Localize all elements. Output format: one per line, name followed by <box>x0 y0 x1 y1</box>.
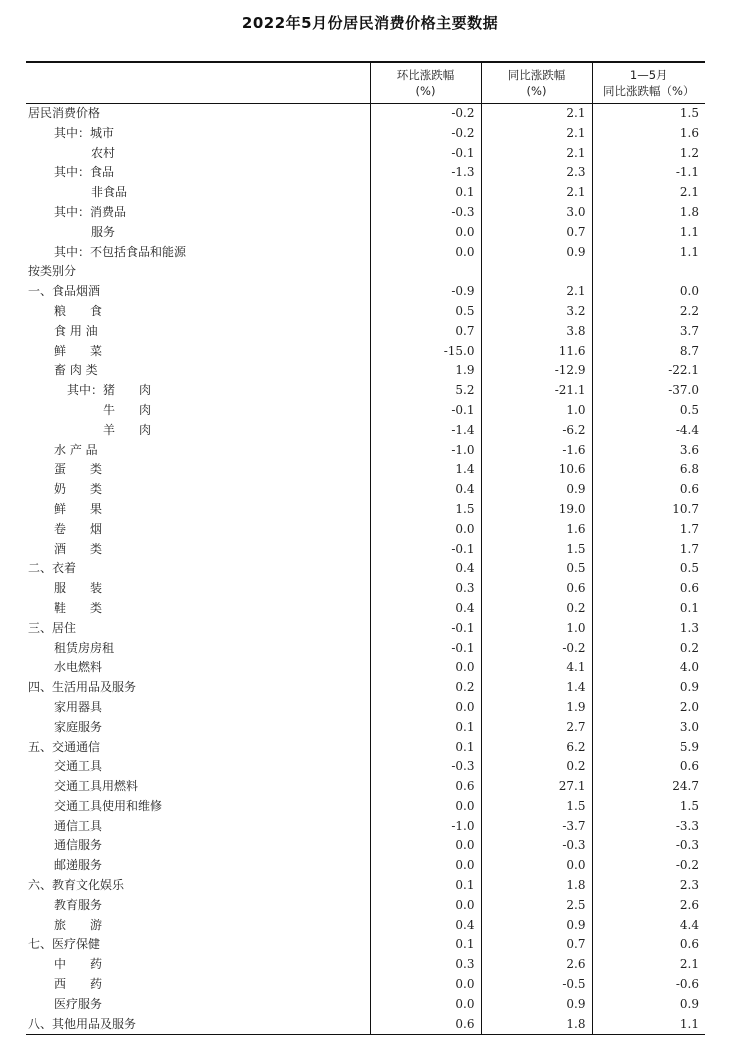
table-row <box>26 975 705 995</box>
row-label-cell <box>26 322 370 342</box>
table-row <box>26 916 705 936</box>
table-row <box>26 223 705 243</box>
table-row <box>26 935 705 955</box>
row-label: 食 用 油 <box>54 323 98 338</box>
mom-value: 0.1 <box>370 183 481 203</box>
table-row <box>26 955 705 975</box>
table-row <box>26 124 705 144</box>
ytd-value: -22.1 <box>592 361 705 381</box>
yoy-value: 2.1 <box>481 282 592 302</box>
row-label-cell <box>26 1015 370 1035</box>
row-label: 水 产 品 <box>54 442 98 457</box>
table-body <box>26 104 705 1035</box>
mom-value: 0.1 <box>370 718 481 738</box>
table-row <box>26 658 705 678</box>
header-mom-line2: (%) <box>415 84 436 98</box>
table-row <box>26 163 705 183</box>
row-label-cell <box>26 836 370 856</box>
yoy-value: 6.2 <box>481 738 592 758</box>
mom-value: 0.0 <box>370 975 481 995</box>
row-label-cell <box>26 817 370 837</box>
row-label-cell <box>26 738 370 758</box>
mom-value: 0.7 <box>370 322 481 342</box>
table-row <box>26 302 705 322</box>
page-title: 2022年5月份居民消费价格主要数据 <box>241 14 499 32</box>
table-row <box>26 480 705 500</box>
row-label: 四、生活用品及服务 <box>28 680 137 695</box>
ytd-value: -0.6 <box>592 975 705 995</box>
yoy-value: -1.6 <box>481 441 592 461</box>
row-label-cell <box>26 342 370 362</box>
table-row <box>26 144 705 164</box>
table-row <box>26 460 705 480</box>
row-label-cell <box>26 540 370 560</box>
yoy-value <box>481 262 592 282</box>
ytd-value: -0.2 <box>592 856 705 876</box>
header-ytd-line2: 同比涨跌幅（%） <box>603 84 695 98</box>
row-label: 羊 肉 <box>103 422 152 437</box>
row-label-cell <box>26 718 370 738</box>
table-row <box>26 243 705 263</box>
table-row <box>26 876 705 896</box>
row-label-cell <box>26 163 370 183</box>
ytd-value: 0.2 <box>592 639 705 659</box>
ytd-value: 1.5 <box>592 104 705 124</box>
row-label-cell <box>26 896 370 916</box>
mom-value: -0.1 <box>370 619 481 639</box>
mom-value: -1.4 <box>370 421 481 441</box>
table-row <box>26 856 705 876</box>
yoy-value: 19.0 <box>481 500 592 520</box>
yoy-value: 2.7 <box>481 718 592 738</box>
row-label: 交通工具 <box>54 759 103 774</box>
table-row <box>26 381 705 401</box>
ytd-value: 4.0 <box>592 658 705 678</box>
row-label-cell <box>26 104 370 124</box>
row-label: 粮 食 <box>54 303 103 318</box>
yoy-value: 0.7 <box>481 935 592 955</box>
yoy-value: 0.7 <box>481 223 592 243</box>
yoy-value: 2.3 <box>481 163 592 183</box>
row-label: 八、其他用品及服务 <box>28 1016 137 1031</box>
mom-value: 0.3 <box>370 579 481 599</box>
mom-value: 1.4 <box>370 460 481 480</box>
yoy-value: 27.1 <box>481 777 592 797</box>
row-label: 非食品 <box>91 185 128 200</box>
row-label-cell <box>26 302 370 322</box>
row-label: 六、教育文化娱乐 <box>28 878 125 893</box>
table-row <box>26 401 705 421</box>
row-label-cell <box>26 916 370 936</box>
mom-value: -0.3 <box>370 757 481 777</box>
row-label: 其中：消费品 <box>54 204 127 219</box>
ytd-value: 6.8 <box>592 460 705 480</box>
table-row <box>26 203 705 223</box>
row-label-cell <box>26 658 370 678</box>
row-label-cell <box>26 361 370 381</box>
row-label-cell <box>26 421 370 441</box>
row-label-cell <box>26 183 370 203</box>
row-label: 居民消费价格 <box>28 106 101 120</box>
row-label: 其中：猪 肉 <box>67 383 152 398</box>
row-label: 其中：城市 <box>54 125 115 140</box>
mom-value: 0.5 <box>370 302 481 322</box>
ytd-value: 2.3 <box>592 876 705 896</box>
row-label-cell <box>26 381 370 401</box>
row-label-cell <box>26 955 370 975</box>
yoy-value: 0.9 <box>481 243 592 263</box>
yoy-value: 1.6 <box>481 520 592 540</box>
mom-value: 0.4 <box>370 480 481 500</box>
mom-value: 0.0 <box>370 797 481 817</box>
row-label: 二、衣着 <box>28 561 77 576</box>
table-row <box>26 322 705 342</box>
mom-value: -1.3 <box>370 163 481 183</box>
ytd-value: -4.4 <box>592 421 705 441</box>
row-label: 交通工具用燃料 <box>54 779 139 794</box>
header-yoy-line2: (%) <box>526 84 547 98</box>
header-item <box>26 62 370 104</box>
mom-value: 0.0 <box>370 698 481 718</box>
yoy-value: 1.0 <box>481 619 592 639</box>
row-label: 医疗服务 <box>54 996 103 1011</box>
row-label: 通信工具 <box>54 818 103 833</box>
row-label: 畜 肉 类 <box>54 363 98 378</box>
yoy-value: -12.9 <box>481 361 592 381</box>
table-row <box>26 757 705 777</box>
mom-value: 5.2 <box>370 381 481 401</box>
mom-value: 0.6 <box>370 777 481 797</box>
mom-value: 0.4 <box>370 916 481 936</box>
mom-value: -0.3 <box>370 203 481 223</box>
mom-value: 0.1 <box>370 738 481 758</box>
row-label-cell <box>26 797 370 817</box>
header-mom-line1: 环比涨跌幅 <box>396 68 455 82</box>
table-row <box>26 698 705 718</box>
ytd-value: 1.1 <box>592 223 705 243</box>
ytd-value: 4.4 <box>592 916 705 936</box>
yoy-value: 1.8 <box>481 876 592 896</box>
row-label-cell <box>26 520 370 540</box>
yoy-value: 2.6 <box>481 955 592 975</box>
row-label-cell <box>26 995 370 1015</box>
mom-value: 0.0 <box>370 995 481 1015</box>
yoy-value: 0.5 <box>481 559 592 579</box>
ytd-value: 2.1 <box>592 955 705 975</box>
header-yoy-line1: 同比涨跌幅 <box>507 68 566 82</box>
mom-value: -0.9 <box>370 282 481 302</box>
header-mom <box>370 62 481 104</box>
yoy-value: 2.1 <box>481 183 592 203</box>
ytd-value: 0.0 <box>592 282 705 302</box>
mom-value: 0.1 <box>370 935 481 955</box>
row-label: 服务 <box>91 224 116 239</box>
ytd-value: -1.1 <box>592 163 705 183</box>
table-row <box>26 183 705 203</box>
ytd-value: 0.6 <box>592 935 705 955</box>
mom-value: 0.1 <box>370 876 481 896</box>
row-label-cell <box>26 619 370 639</box>
row-label-cell <box>26 579 370 599</box>
table-row <box>26 639 705 659</box>
row-label: 七、医疗保健 <box>28 937 101 952</box>
yoy-value: 2.1 <box>481 124 592 144</box>
row-label-cell <box>26 282 370 302</box>
row-label: 卷 烟 <box>54 521 103 536</box>
yoy-value: 4.1 <box>481 658 592 678</box>
mom-value <box>370 262 481 282</box>
mom-value: -1.0 <box>370 817 481 837</box>
table-row <box>26 361 705 381</box>
table-row <box>26 104 705 124</box>
ytd-value: 5.9 <box>592 738 705 758</box>
ytd-value: 1.1 <box>592 243 705 263</box>
table-header-row <box>26 62 705 104</box>
row-label-cell <box>26 401 370 421</box>
table-row <box>26 718 705 738</box>
yoy-value: -6.2 <box>481 421 592 441</box>
row-label: 邮递服务 <box>54 858 103 873</box>
mom-value: 0.0 <box>370 243 481 263</box>
row-label: 奶 类 <box>54 482 103 497</box>
ytd-value: -37.0 <box>592 381 705 401</box>
row-label-cell <box>26 243 370 263</box>
mom-value: -0.1 <box>370 639 481 659</box>
yoy-value: -0.3 <box>481 836 592 856</box>
yoy-value: -3.7 <box>481 817 592 837</box>
mom-value: 0.0 <box>370 836 481 856</box>
ytd-value: 0.6 <box>592 480 705 500</box>
header-yoy <box>481 62 592 104</box>
yoy-value: 1.8 <box>481 1015 592 1035</box>
yoy-value: 0.9 <box>481 916 592 936</box>
ytd-value: 1.7 <box>592 540 705 560</box>
row-label: 五、交通通信 <box>28 739 101 754</box>
table-row <box>26 500 705 520</box>
table-row <box>26 836 705 856</box>
yoy-value: 2.5 <box>481 896 592 916</box>
table-row <box>26 995 705 1015</box>
yoy-value: 11.6 <box>481 342 592 362</box>
table-row <box>26 262 705 282</box>
yoy-value: 1.9 <box>481 698 592 718</box>
table-row <box>26 520 705 540</box>
ytd-value: 1.7 <box>592 520 705 540</box>
ytd-value: 2.1 <box>592 183 705 203</box>
row-label-cell <box>26 203 370 223</box>
ytd-value: 0.5 <box>592 401 705 421</box>
ytd-value: 2.2 <box>592 302 705 322</box>
row-label-cell <box>26 480 370 500</box>
table-row <box>26 738 705 758</box>
row-label: 其中：不包括食品和能源 <box>54 244 187 259</box>
ytd-value: 3.7 <box>592 322 705 342</box>
ytd-value: 1.6 <box>592 124 705 144</box>
row-label: 中 药 <box>54 957 103 972</box>
ytd-value: 1.1 <box>592 1015 705 1035</box>
yoy-value: 1.5 <box>481 797 592 817</box>
yoy-value: 0.9 <box>481 995 592 1015</box>
yoy-value: 1.0 <box>481 401 592 421</box>
table-row <box>26 896 705 916</box>
row-label: 其中：食品 <box>54 165 115 180</box>
row-label: 租赁房房租 <box>54 640 115 655</box>
row-label-cell <box>26 698 370 718</box>
row-label: 通信服务 <box>54 838 103 853</box>
table-row <box>26 441 705 461</box>
row-label: 鲜 果 <box>54 501 103 516</box>
table-row <box>26 421 705 441</box>
table-row <box>26 777 705 797</box>
ytd-value: -0.3 <box>592 836 705 856</box>
row-label-cell <box>26 262 370 282</box>
row-label: 牛 肉 <box>103 402 152 417</box>
row-label: 蛋 类 <box>54 462 103 477</box>
mom-value: 0.0 <box>370 856 481 876</box>
mom-value: 0.6 <box>370 1015 481 1035</box>
row-label: 教育服务 <box>54 897 103 912</box>
row-label-cell <box>26 975 370 995</box>
ytd-value: 1.3 <box>592 619 705 639</box>
mom-value: 0.4 <box>370 559 481 579</box>
row-label: 服 装 <box>54 581 103 596</box>
ytd-value: 8.7 <box>592 342 705 362</box>
table-row <box>26 1015 705 1035</box>
row-label-cell <box>26 124 370 144</box>
mom-value: 0.4 <box>370 599 481 619</box>
row-label: 旅 游 <box>54 917 103 932</box>
mom-value: 0.0 <box>370 896 481 916</box>
mom-value: 0.2 <box>370 678 481 698</box>
yoy-value: 10.6 <box>481 460 592 480</box>
row-label-cell <box>26 223 370 243</box>
table-row <box>26 599 705 619</box>
table-row <box>26 342 705 362</box>
yoy-value: 2.1 <box>481 104 592 124</box>
yoy-value: 0.2 <box>481 757 592 777</box>
ytd-value: 1.8 <box>592 203 705 223</box>
ytd-value: 24.7 <box>592 777 705 797</box>
row-label: 三、居住 <box>28 620 77 635</box>
mom-value: -1.0 <box>370 441 481 461</box>
row-label-cell <box>26 500 370 520</box>
table-row <box>26 579 705 599</box>
ytd-value: 0.6 <box>592 757 705 777</box>
ytd-value: 3.0 <box>592 718 705 738</box>
mom-value: 0.0 <box>370 658 481 678</box>
ytd-value: 10.7 <box>592 500 705 520</box>
ytd-value: 2.6 <box>592 896 705 916</box>
yoy-value: 0.9 <box>481 480 592 500</box>
cpi-table <box>26 61 705 1035</box>
row-label-cell <box>26 599 370 619</box>
yoy-value: 3.2 <box>481 302 592 322</box>
row-label: 酒 类 <box>54 541 103 556</box>
table-row <box>26 559 705 579</box>
row-label: 家庭服务 <box>54 719 103 734</box>
row-label-cell <box>26 639 370 659</box>
table-row <box>26 797 705 817</box>
row-label: 鞋 类 <box>54 600 103 615</box>
row-label-cell <box>26 441 370 461</box>
ytd-value: 2.0 <box>592 698 705 718</box>
ytd-value: -3.3 <box>592 817 705 837</box>
yoy-value: 0.6 <box>481 579 592 599</box>
row-label-cell <box>26 144 370 164</box>
yoy-value: 0.2 <box>481 599 592 619</box>
ytd-value: 1.2 <box>592 144 705 164</box>
yoy-value: -21.1 <box>481 381 592 401</box>
row-label: 水电燃料 <box>54 660 103 675</box>
row-label: 按类别分 <box>28 264 77 279</box>
table-row <box>26 817 705 837</box>
row-label: 家用器具 <box>54 699 103 714</box>
ytd-value: 0.9 <box>592 678 705 698</box>
yoy-value: 1.4 <box>481 678 592 698</box>
table-row <box>26 678 705 698</box>
ytd-value <box>592 262 705 282</box>
ytd-value: 0.6 <box>592 579 705 599</box>
table-row <box>26 619 705 639</box>
ytd-value: 0.5 <box>592 559 705 579</box>
table-row <box>26 282 705 302</box>
yoy-value: -0.5 <box>481 975 592 995</box>
ytd-value: 3.6 <box>592 441 705 461</box>
mom-value: 1.5 <box>370 500 481 520</box>
mom-value: 1.9 <box>370 361 481 381</box>
header-ytd <box>592 62 705 104</box>
yoy-value: 2.1 <box>481 144 592 164</box>
mom-value: -0.1 <box>370 144 481 164</box>
yoy-value: 3.8 <box>481 322 592 342</box>
row-label-cell <box>26 777 370 797</box>
yoy-value: -0.2 <box>481 639 592 659</box>
mom-value: -15.0 <box>370 342 481 362</box>
row-label: 农村 <box>91 145 116 160</box>
mom-value: -0.1 <box>370 401 481 421</box>
header-ytd-line1: 1—5月 <box>629 68 668 82</box>
mom-value: -0.1 <box>370 540 481 560</box>
row-label-cell <box>26 876 370 896</box>
yoy-value: 3.0 <box>481 203 592 223</box>
row-label: 一、食品烟酒 <box>28 284 101 299</box>
mom-value: 0.0 <box>370 520 481 540</box>
row-label-cell <box>26 757 370 777</box>
table-row <box>26 540 705 560</box>
row-label-cell <box>26 678 370 698</box>
row-label-cell <box>26 460 370 480</box>
ytd-value: 0.9 <box>592 995 705 1015</box>
mom-value: 0.3 <box>370 955 481 975</box>
row-label: 交通工具使用和维修 <box>54 798 163 813</box>
mom-value: -0.2 <box>370 104 481 124</box>
mom-value: 0.0 <box>370 223 481 243</box>
ytd-value: 1.5 <box>592 797 705 817</box>
row-label-cell <box>26 935 370 955</box>
row-label: 西 药 <box>54 977 103 992</box>
row-label-cell <box>26 559 370 579</box>
row-label: 鲜 菜 <box>54 343 103 358</box>
row-label-cell <box>26 856 370 876</box>
yoy-value: 1.5 <box>481 540 592 560</box>
ytd-value: 0.1 <box>592 599 705 619</box>
yoy-value: 0.0 <box>481 856 592 876</box>
mom-value: -0.2 <box>370 124 481 144</box>
